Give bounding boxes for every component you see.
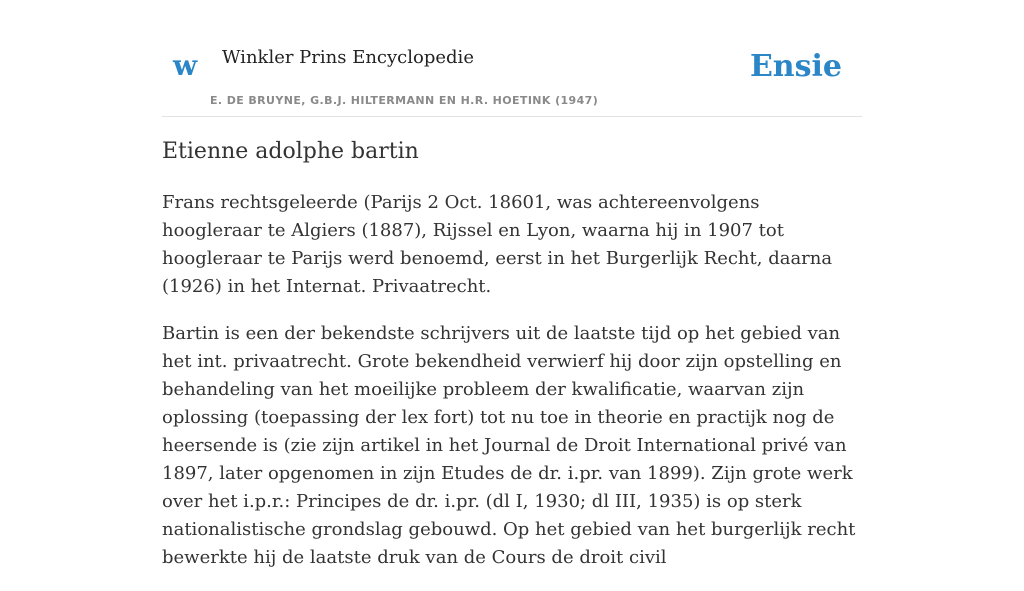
source-title[interactable]: Winkler Prins Encyclopedie bbox=[222, 47, 474, 68]
article bbox=[162, 138, 862, 591]
winkler-prins-logo[interactable]: w bbox=[173, 49, 198, 82]
source-authors: E. DE BRUYNE, G.B.J. HILTERMANN EN H.R. HOETINK (1947) bbox=[210, 94, 599, 107]
article-paragraph-2: Bartin is een der bekendste schrijvers uit de laatste tijd op het gebied van het int. privaatrecht. Grote bekendheid verwierf hij door zijn opstelling en behandeling van het moeilijke probleem der kwalificatie, waarvan zijn oplossing (toepassing der lex fort) tot nu toe in theorie en practijk nog de heersende is (zie zijn artikel in het Journal de Droit International privé van 1897, later opgenomen in zijn Etudes de dr. i.pr. van 1899). Zijn grote werk over het i.p.r.: Principes de dr. i.pr. (dl I, 1930; dl III, 1935) is op sterk nationalistische grondslag gebouwd. Op het gebied van het burgerlijk recht bewerkte hij de laatste druk van de Cours de droit civil bbox=[162, 322, 856, 568]
article-title: Etienne adolphe bartin bbox=[162, 139, 419, 164]
article-paragraph-1: Frans rechtsgeleerde (Parijs 2 Oct. 18601, was achtereenvolgens hoogleraar te Algiers (1887), Rijssel en Lyon, waarna hij in 1907 tot hoogleraar te Parijs werd benoemd, eerst in het Burgerlijk Recht, daarna (1926) in het Internat. Privaatrecht. bbox=[162, 191, 833, 297]
source-header bbox=[162, 30, 862, 117]
ensie-logo[interactable]: Ensie bbox=[749, 49, 842, 84]
